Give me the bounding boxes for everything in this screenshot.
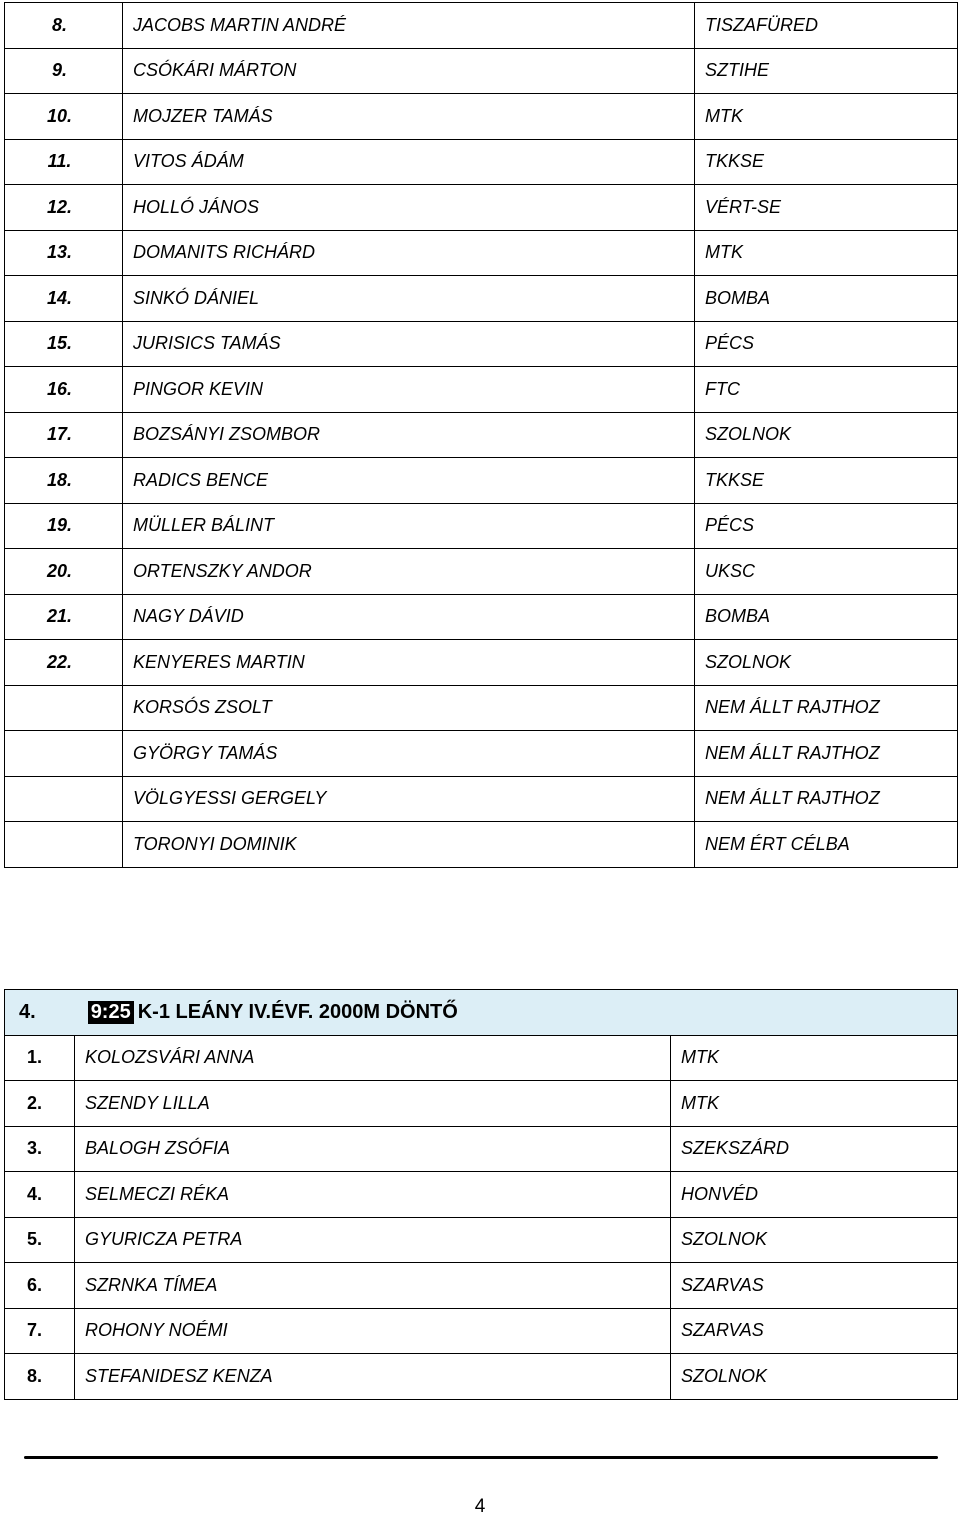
club-name: PÉCS — [695, 321, 958, 367]
race-number: 4. — [19, 1000, 36, 1023]
place-cell: 19. — [5, 503, 123, 549]
table-row — [5, 321, 958, 367]
table-row — [5, 276, 958, 322]
competitor-name: DOMANITS RICHÁRD — [123, 230, 695, 276]
place-cell: 10. — [5, 94, 123, 140]
club-name: UKSC — [695, 549, 958, 595]
place-cell: 15. — [5, 321, 123, 367]
place-cell: 11. — [5, 139, 123, 185]
place-cell — [5, 822, 123, 868]
table-row — [5, 594, 958, 640]
table-row — [5, 776, 958, 822]
club-name: PÉCS — [695, 503, 958, 549]
table-row — [5, 503, 958, 549]
place-cell: 9. — [5, 48, 123, 94]
club-name: NEM ÉRT CÉLBA — [695, 822, 958, 868]
competitor-name: VÖLGYESSI GERGELY — [123, 776, 695, 822]
race-time: 9:25 — [88, 1001, 134, 1024]
race-header — [5, 990, 958, 1036]
place-cell: 20. — [5, 549, 123, 595]
table-row — [5, 1081, 958, 1127]
competitor-name: STEFANIDESZ KENZA — [75, 1354, 671, 1400]
club-name: HONVÉD — [671, 1172, 958, 1218]
place-cell: 4. — [5, 1172, 75, 1218]
competitor-name: MÜLLER BÁLINT — [123, 503, 695, 549]
place-cell: 6. — [5, 1263, 75, 1309]
competitor-name: NAGY DÁVID — [123, 594, 695, 640]
table-row — [5, 94, 958, 140]
table-row — [5, 185, 958, 231]
table-row — [5, 1263, 958, 1309]
club-name: NEM ÁLLT RAJTHOZ — [695, 776, 958, 822]
race-header-row — [5, 990, 958, 1036]
club-name: TKKSE — [695, 458, 958, 504]
place-cell: 2. — [5, 1081, 75, 1127]
club-name: SZOLNOK — [695, 412, 958, 458]
club-name: SZEKSZÁRD — [671, 1126, 958, 1172]
table-row — [5, 139, 958, 185]
competitor-name: BALOGH ZSÓFIA — [75, 1126, 671, 1172]
race-results-body — [5, 990, 958, 1400]
table-row — [5, 1035, 958, 1081]
club-name: MTK — [671, 1081, 958, 1127]
club-name: SZOLNOK — [695, 640, 958, 686]
race-title: K-1 LEÁNY IV.ÉVF. 2000M DÖNTŐ — [137, 1000, 458, 1023]
table-row — [5, 48, 958, 94]
competitor-name: VITOS ÁDÁM — [123, 139, 695, 185]
table-row — [5, 1217, 958, 1263]
club-name: TISZAFÜRED — [695, 3, 958, 49]
competitor-name: SZRNKA TÍMEA — [75, 1263, 671, 1309]
place-cell: 16. — [5, 367, 123, 413]
competitor-name: ORTENSZKY ANDOR — [123, 549, 695, 595]
club-name: NEM ÁLLT RAJTHOZ — [695, 731, 958, 777]
table-row — [5, 685, 958, 731]
table-row — [5, 412, 958, 458]
place-cell: 7. — [5, 1308, 75, 1354]
competitor-name: SZENDY LILLA — [75, 1081, 671, 1127]
club-name: MTK — [671, 1035, 958, 1081]
table-row — [5, 731, 958, 777]
club-name: VÉRT-SE — [695, 185, 958, 231]
place-cell: 8. — [5, 3, 123, 49]
table-row — [5, 549, 958, 595]
competitor-name: GYURICZA PETRA — [75, 1217, 671, 1263]
club-name: BOMBA — [695, 594, 958, 640]
club-name: NEM ÁLLT RAJTHOZ — [695, 685, 958, 731]
competitor-name: SELMECZI RÉKA — [75, 1172, 671, 1218]
race-results-table — [4, 989, 958, 1400]
competitor-name: JURISICS TAMÁS — [123, 321, 695, 367]
competitor-name: MOJZER TAMÁS — [123, 94, 695, 140]
place-cell: 21. — [5, 594, 123, 640]
club-name: TKKSE — [695, 139, 958, 185]
club-name: SZARVAS — [671, 1308, 958, 1354]
competitor-name: TORONYI DOMINIK — [123, 822, 695, 868]
club-name: SZOLNOK — [671, 1354, 958, 1400]
table-row — [5, 1172, 958, 1218]
table-row — [5, 1354, 958, 1400]
competitor-name: HOLLÓ JÁNOS — [123, 185, 695, 231]
place-cell: 13. — [5, 230, 123, 276]
competitor-name: RADICS BENCE — [123, 458, 695, 504]
place-cell: 14. — [5, 276, 123, 322]
place-cell: 1. — [5, 1035, 75, 1081]
page-number: 4 — [474, 1496, 486, 1517]
club-name: MTK — [695, 94, 958, 140]
competitor-name: PINGOR KEVIN — [123, 367, 695, 413]
place-cell — [5, 776, 123, 822]
competitor-name: KORSÓS ZSOLT — [123, 685, 695, 731]
results-table-body — [5, 3, 958, 868]
table-row — [5, 3, 958, 49]
results-table-continued — [4, 2, 958, 868]
competitor-name: SINKÓ DÁNIEL — [123, 276, 695, 322]
place-cell — [5, 685, 123, 731]
place-cell: 3. — [5, 1126, 75, 1172]
club-name: MTK — [695, 230, 958, 276]
competitor-name: KENYERES MARTIN — [123, 640, 695, 686]
club-name: SZARVAS — [671, 1263, 958, 1309]
table-row — [5, 458, 958, 504]
competitor-name: KOLOZSVÁRI ANNA — [75, 1035, 671, 1081]
table-row — [5, 1308, 958, 1354]
club-name: SZTIHE — [695, 48, 958, 94]
competitor-name: GYÖRGY TAMÁS — [123, 731, 695, 777]
table-row — [5, 367, 958, 413]
place-cell: 5. — [5, 1217, 75, 1263]
place-cell: 17. — [5, 412, 123, 458]
club-name: FTC — [695, 367, 958, 413]
table-row — [5, 822, 958, 868]
place-cell: 22. — [5, 640, 123, 686]
table-row — [5, 640, 958, 686]
competitor-name: BOZSÁNYI ZSOMBOR — [123, 412, 695, 458]
place-cell: 18. — [5, 458, 123, 504]
footer-rule — [24, 1456, 938, 1459]
place-cell — [5, 731, 123, 777]
competitor-name: CSÓKÁRI MÁRTON — [123, 48, 695, 94]
place-cell: 8. — [5, 1354, 75, 1400]
competitor-name: ROHONY NOÉMI — [75, 1308, 671, 1354]
place-cell: 12. — [5, 185, 123, 231]
table-row — [5, 1126, 958, 1172]
table-row — [5, 230, 958, 276]
club-name: BOMBA — [695, 276, 958, 322]
competitor-name: JACOBS MARTIN ANDRÉ — [123, 3, 695, 49]
club-name: SZOLNOK — [671, 1217, 958, 1263]
